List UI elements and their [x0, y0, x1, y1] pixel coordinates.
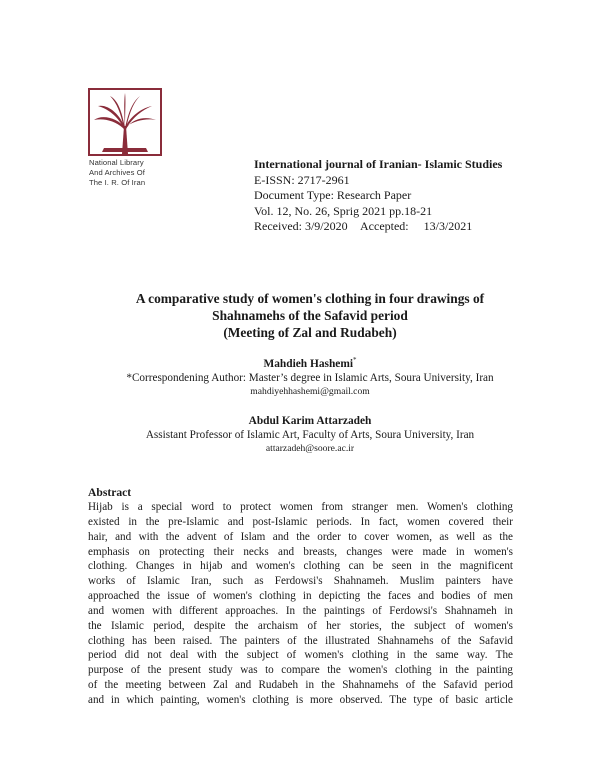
author-name [40, 353, 580, 371]
journal-info [254, 157, 502, 235]
abstract-line: of the meeting between Zal and Rudabeh in the Shahnamehs of the Safavid period [88, 679, 513, 692]
abstract-line: and in which painting, women's clothing is more observed. The type of basic article [88, 693, 513, 706]
logo-caption-line: And Archives Of [89, 168, 145, 177]
abstract-line: emphasis on protecting their necks and breasts, changes were made in women's [88, 545, 513, 558]
author-name-text: Abdul Karim Attarzadeh [248, 415, 372, 427]
title-line: (Meeting of Zal and Rudabeh) [223, 325, 397, 340]
document-type: Document Type: Research Paper [254, 188, 412, 203]
author-email: attarzadeh@soore.ac.ir [265, 443, 355, 454]
abstract-line: existed in the pre-Islamic and post-Islamic periods. In fact, women covered their [88, 515, 513, 528]
logo-caption-line: The I. R. Of Iran [89, 178, 146, 187]
author-name-text: Mahdieh Hashemi [263, 357, 354, 370]
logo-caption-line: National Library [89, 158, 144, 167]
title-line: A comparative study of women's clothing in four drawings of [135, 291, 485, 306]
abstract-line: Hijab is a special word to protect women from stranger men. Women's clothing [88, 501, 513, 513]
paper-title [40, 290, 580, 341]
title-line: Shahnamehs of the Safavid period [212, 308, 408, 323]
author-block [40, 353, 580, 398]
received-date: Received: 3/9/2020 [254, 219, 348, 234]
abstract-line: and women with different approaches. In the paintings of Ferdowsi's Shahnameh in [88, 604, 513, 617]
abstract-line: approached the issue of women's clothing in depicting the faces and bodies of men [88, 590, 513, 603]
journal-title: International journal of Iranian- Islamic Studies [254, 157, 503, 171]
abstract-body [88, 500, 513, 708]
received-accepted-line [254, 219, 502, 235]
abstract-line: clothing. Changes in hijab and women's clothing can be seen in the magnificent [88, 560, 513, 573]
author-affiliation: *Correspondening Author: Master’s degree in Islamic Arts, Soura University, Iran [126, 371, 494, 384]
abstract-line: the Islamic period, despite the archaism of her stories, the subject of women's [88, 619, 513, 632]
author-block [40, 414, 580, 455]
author-name [40, 414, 580, 428]
abstract-line: works of Islamic Iran, such as Ferdowsi's Shahnameh. Muslim painters have [88, 575, 513, 588]
corresponding-mark: * [353, 356, 357, 364]
accepted-date: Accepted: 13/3/2021 [360, 219, 473, 234]
logo-caption [89, 158, 145, 188]
abstract-line: clothing has been raised. The painters of the illustrated Shahnamehs of the Safavid [88, 634, 513, 647]
national-library-logo-icon [88, 88, 162, 156]
abstract-heading: Abstract [88, 486, 132, 499]
abstract-line: hair, and with the advent of Islam and the order to cover women, as well as the [88, 530, 513, 543]
author-affiliation: Assistant Professor of Islamic Art, Faculty of Arts, Soura University, Iran [145, 429, 475, 441]
journal-issn: E-ISSN: 2717-2961 [254, 172, 350, 187]
journal-volume: Vol. 12, No. 26, Sprig 2021 pp.18-21 [254, 203, 433, 218]
author-email: mahdiyehhashemi@gmail.com [250, 385, 370, 397]
abstract-line: period did not deal with the subject of women's clothing in the same way. The [88, 649, 513, 662]
abstract-line: purpose of the present study was to compare the women's clothing in the painting [88, 664, 513, 677]
